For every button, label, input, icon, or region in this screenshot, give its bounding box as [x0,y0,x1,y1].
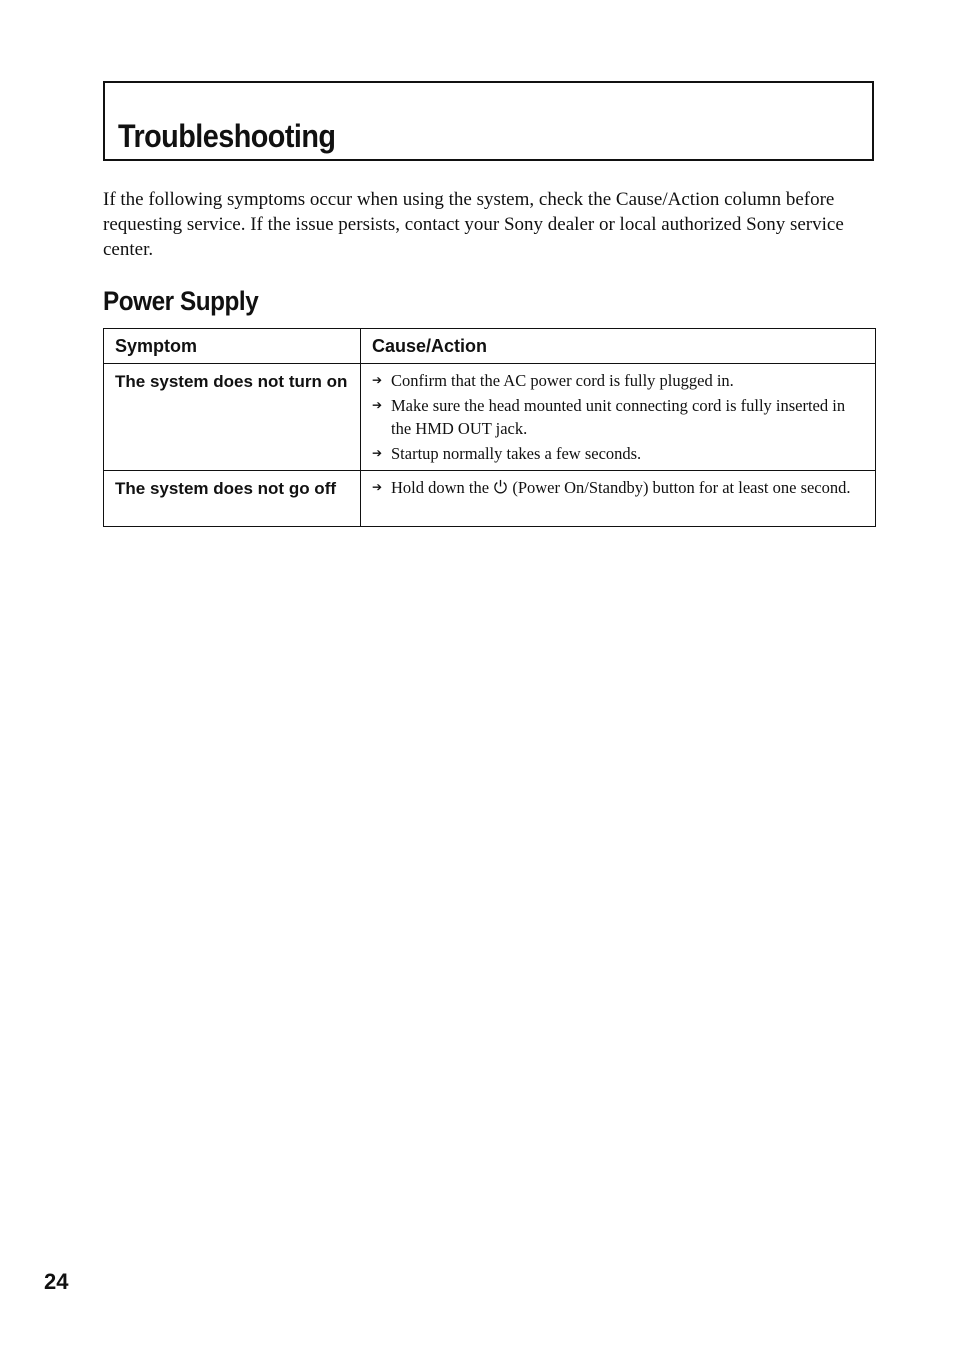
intro-paragraph: If the following symptoms occur when using the system, check the Cause/Action column before requesting service. If the issue persists, contact your Sony dealer or local authorized Sony service center. [103,189,844,260]
arrow-icon: ➔ [372,480,383,494]
cause-action-cell [361,471,876,527]
arrow-icon: ➔ [372,446,383,460]
symptom-cell: The system does not turn on [104,364,361,471]
symptom-header: Symptom [104,329,361,364]
cause-action-cell [361,364,876,471]
symptom-cell: The system does not go off [104,471,361,527]
action-list [372,369,865,465]
table-header-row [104,329,876,364]
arrow-icon: ➔ [372,398,383,412]
action-list [372,476,865,499]
action-item [372,442,865,465]
action-text-before-icon: Hold down the [391,478,494,497]
action-item [372,394,865,440]
title-box [103,81,874,161]
action-text: Confirm that the AC power cord is fully plugged in. [391,371,734,390]
action-text: Startup normally takes a few seconds. [391,444,642,463]
action-text: Make sure the head mounted unit connecting cord is fully inserted in the HMD OUT jack. [391,396,846,438]
table-row [104,364,876,471]
troubleshooting-table [103,328,876,527]
action-item [372,476,865,499]
page-title: Troubleshooting [118,118,336,154]
action-item [372,369,865,392]
power-standby-icon [493,479,508,494]
section-heading: Power Supply [103,286,259,316]
arrow-icon: ➔ [372,373,383,387]
action-text-after-icon: (Power On/Standby) button for at least one second. [508,478,851,497]
cause-action-header: Cause/Action [361,329,876,364]
table-row [104,471,876,527]
page-number: 24 [44,1269,69,1294]
